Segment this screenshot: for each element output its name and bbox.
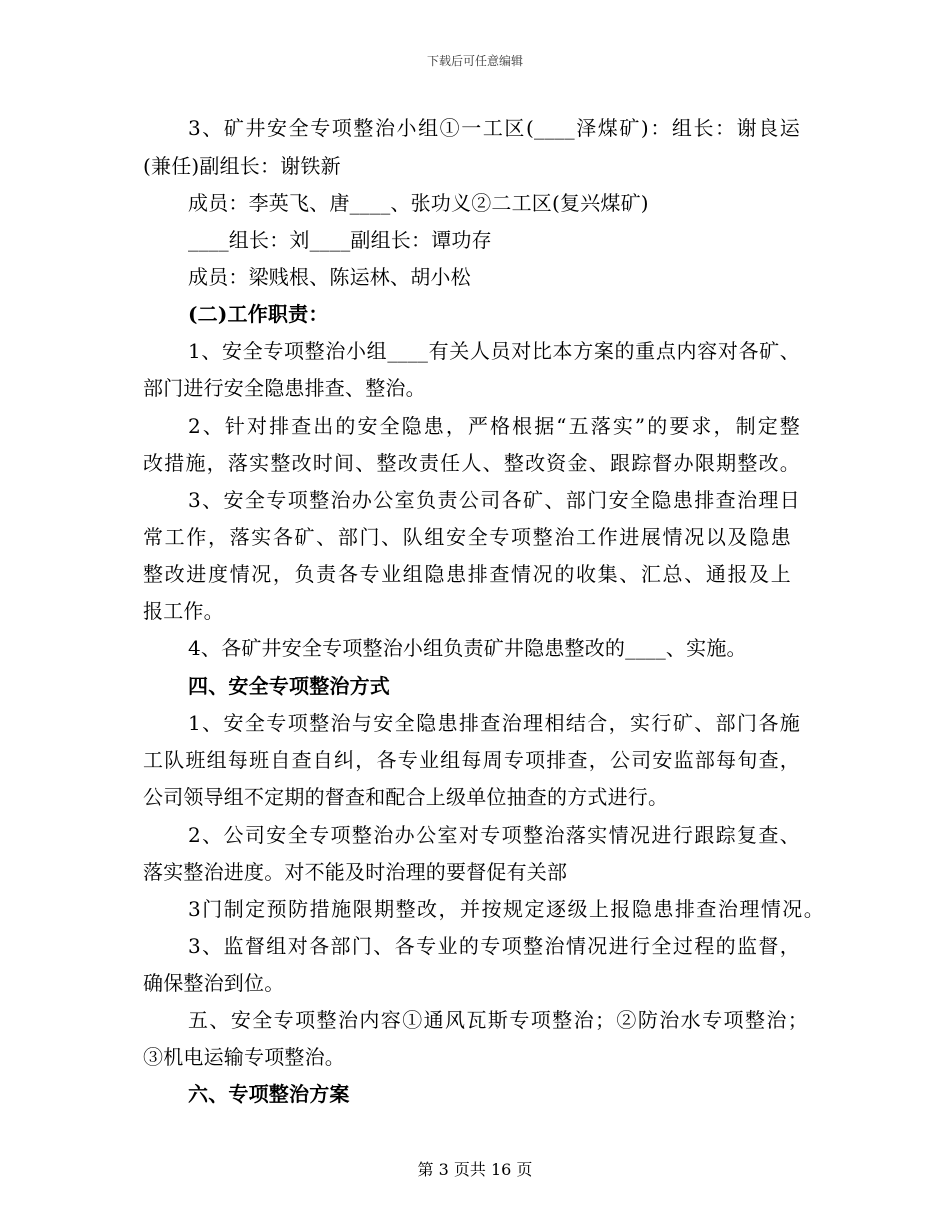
text-line: 成员：李英飞、唐____、张功义②二工区(复兴煤矿) bbox=[188, 191, 649, 215]
text-line: 1、安全专项整治小组____有关人员对比本方案的重点内容对各矿、 bbox=[188, 339, 800, 363]
text-line: 常工作，落实各矿、部门、队组安全专项整治工作进展情况以及隐患 bbox=[143, 525, 791, 549]
text-line: 工队班组每班自查自纠，各专业组每周专项排查，公司安监部每旬查， bbox=[143, 748, 800, 772]
text-line: 1、安全专项整治与安全隐患排查治理相结合，实行矿、部门各施 bbox=[188, 711, 800, 735]
text-line: 2、针对排查出的安全隐患，严格根据“五落实”的要求，制定整 bbox=[188, 414, 800, 438]
text-line: (兼任)副组长：谢铁新 bbox=[143, 154, 341, 178]
text-line: 3门制定预防措施限期整改，并按规定逐级上报隐患排查治理情况。 bbox=[188, 897, 824, 921]
text-line: 改措施，落实整改时间、整改责任人、整改资金、跟踪督办限期整改。 bbox=[143, 451, 800, 475]
text-line: 4、各矿井安全专项整治小组负责矿井隐患整改的____、实施。 bbox=[188, 636, 747, 660]
text-line: 落实整治进度。对不能及时治理的要督促有关部 bbox=[143, 860, 568, 884]
page-header: 下载后可任意编辑 bbox=[426, 54, 523, 68]
text-line: 3、矿井安全专项整治小组①一工区(____泽煤矿)：组长：谢良运 bbox=[188, 116, 800, 140]
text-line: 确保整治到位。 bbox=[143, 971, 285, 995]
text-line: 整改进度情况，负责各专业组隐患排查情况的收集、汇总、通报及上 bbox=[143, 562, 791, 586]
text-line: 报工作。 bbox=[143, 599, 224, 623]
text-line: 成员：梁贱根、陈运林、胡小松 bbox=[188, 265, 471, 289]
page-footer: 第 3 页共 16 页 bbox=[417, 1160, 533, 1179]
text-line: ____组长：刘____副组长：谭功存 bbox=[188, 228, 492, 252]
text-line: 3、安全专项整治办公室负责公司各矿、部门安全隐患排查治理日 bbox=[188, 488, 800, 512]
text-line: 五、安全专项整治内容①通风瓦斯专项整治；②防治水专项整治； bbox=[188, 1008, 808, 1032]
text-line: 2、公司安全专项整治办公室对专项整治落实情况进行跟踪复查、 bbox=[188, 823, 800, 847]
section-heading: 六、专项整治方案 bbox=[188, 1082, 350, 1106]
section-heading: 四、安全专项整治方式 bbox=[188, 674, 390, 698]
section-heading: (二)工作职责： bbox=[188, 302, 329, 326]
text-line: 3、监督组对各部门、各专业的专项整治情况进行全过程的监督， bbox=[188, 934, 800, 958]
text-line: 部门进行安全隐患排查、整治。 bbox=[143, 376, 426, 400]
text-line: 公司领导组不定期的督查和配合上级单位抽查的方式进行。 bbox=[143, 785, 669, 809]
text-line: ③机电运输专项整治。 bbox=[143, 1045, 345, 1069]
